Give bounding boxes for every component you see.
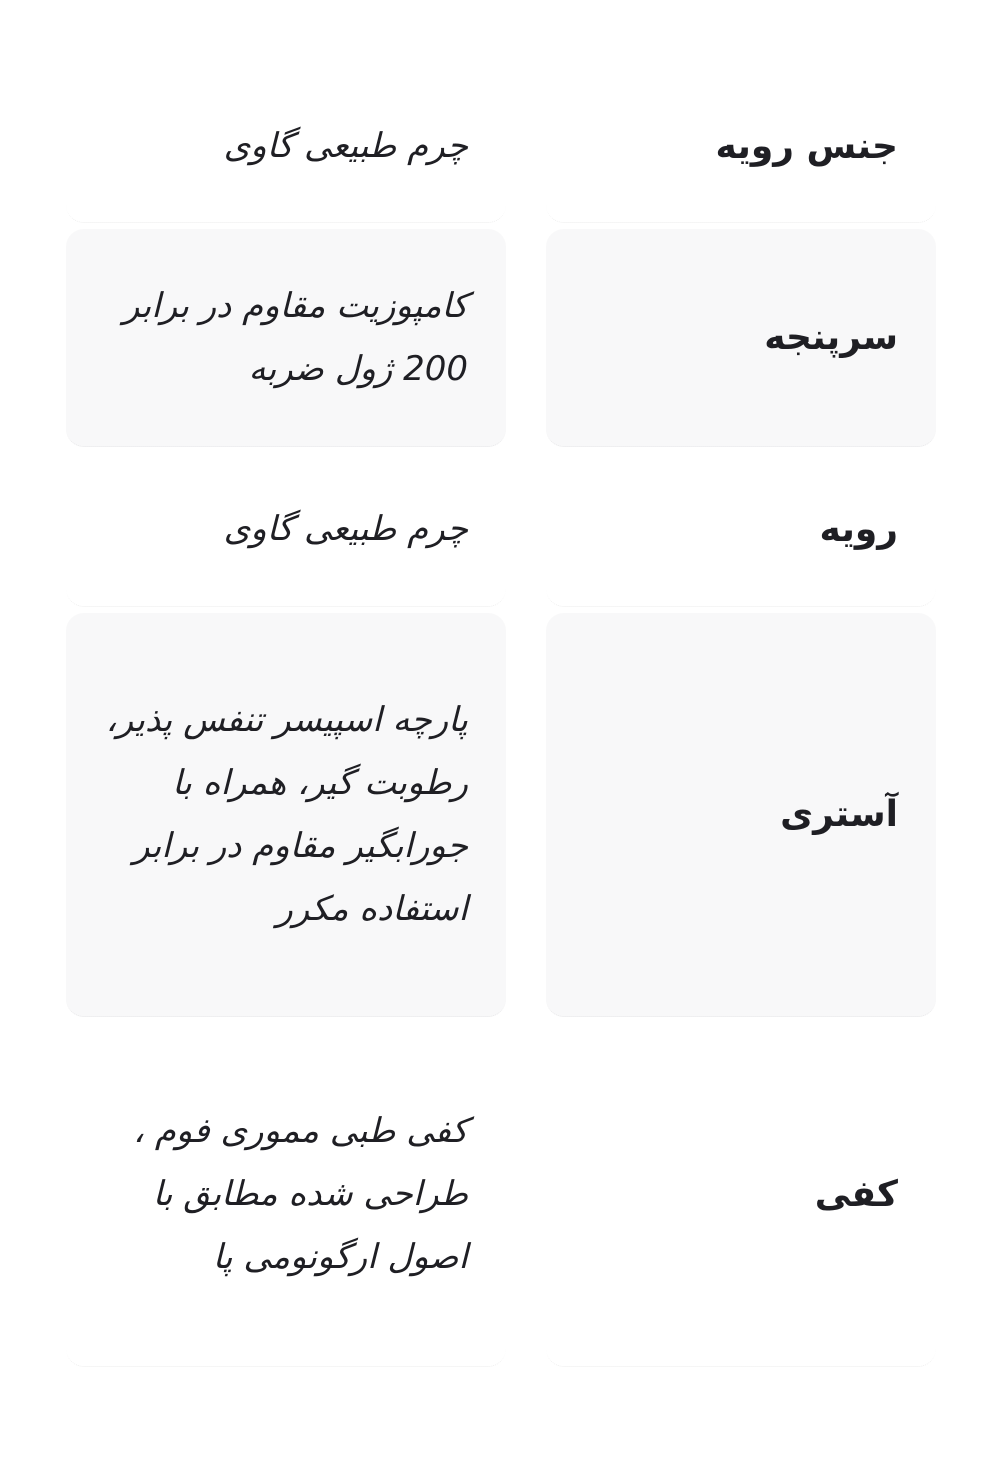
spec-value: کامپوزیت مقاوم در برابر 200 ژول ضربه (66, 229, 506, 447)
spec-label: جنس رویه (546, 70, 936, 223)
spec-row-toe-cap (66, 229, 936, 447)
spec-value: کفی طبی مموری فوم ، طراحی شده مطابق با اصول ارگونومی پا (66, 1023, 506, 1367)
spec-label: سرپنجه (546, 229, 936, 447)
spec-row-upper (66, 453, 936, 607)
spec-value: چرم طبیعی گاوی (66, 453, 506, 607)
spec-table (66, 70, 936, 1373)
spec-row-insole (66, 1023, 936, 1367)
spec-label: کفی (546, 1023, 936, 1367)
spec-label: رویه (546, 453, 936, 607)
spec-row-lining (66, 613, 936, 1017)
spec-value: چرم طبیعی گاوی (66, 70, 506, 223)
spec-label: آستری (546, 613, 936, 1017)
spec-value: پارچه اسپیسر تنفس پذیر، رطوبت گیر، همراه با جورابگیر مقاوم در برابر استفاده مکرر (66, 613, 506, 1017)
spec-row-upper-material (66, 70, 936, 223)
